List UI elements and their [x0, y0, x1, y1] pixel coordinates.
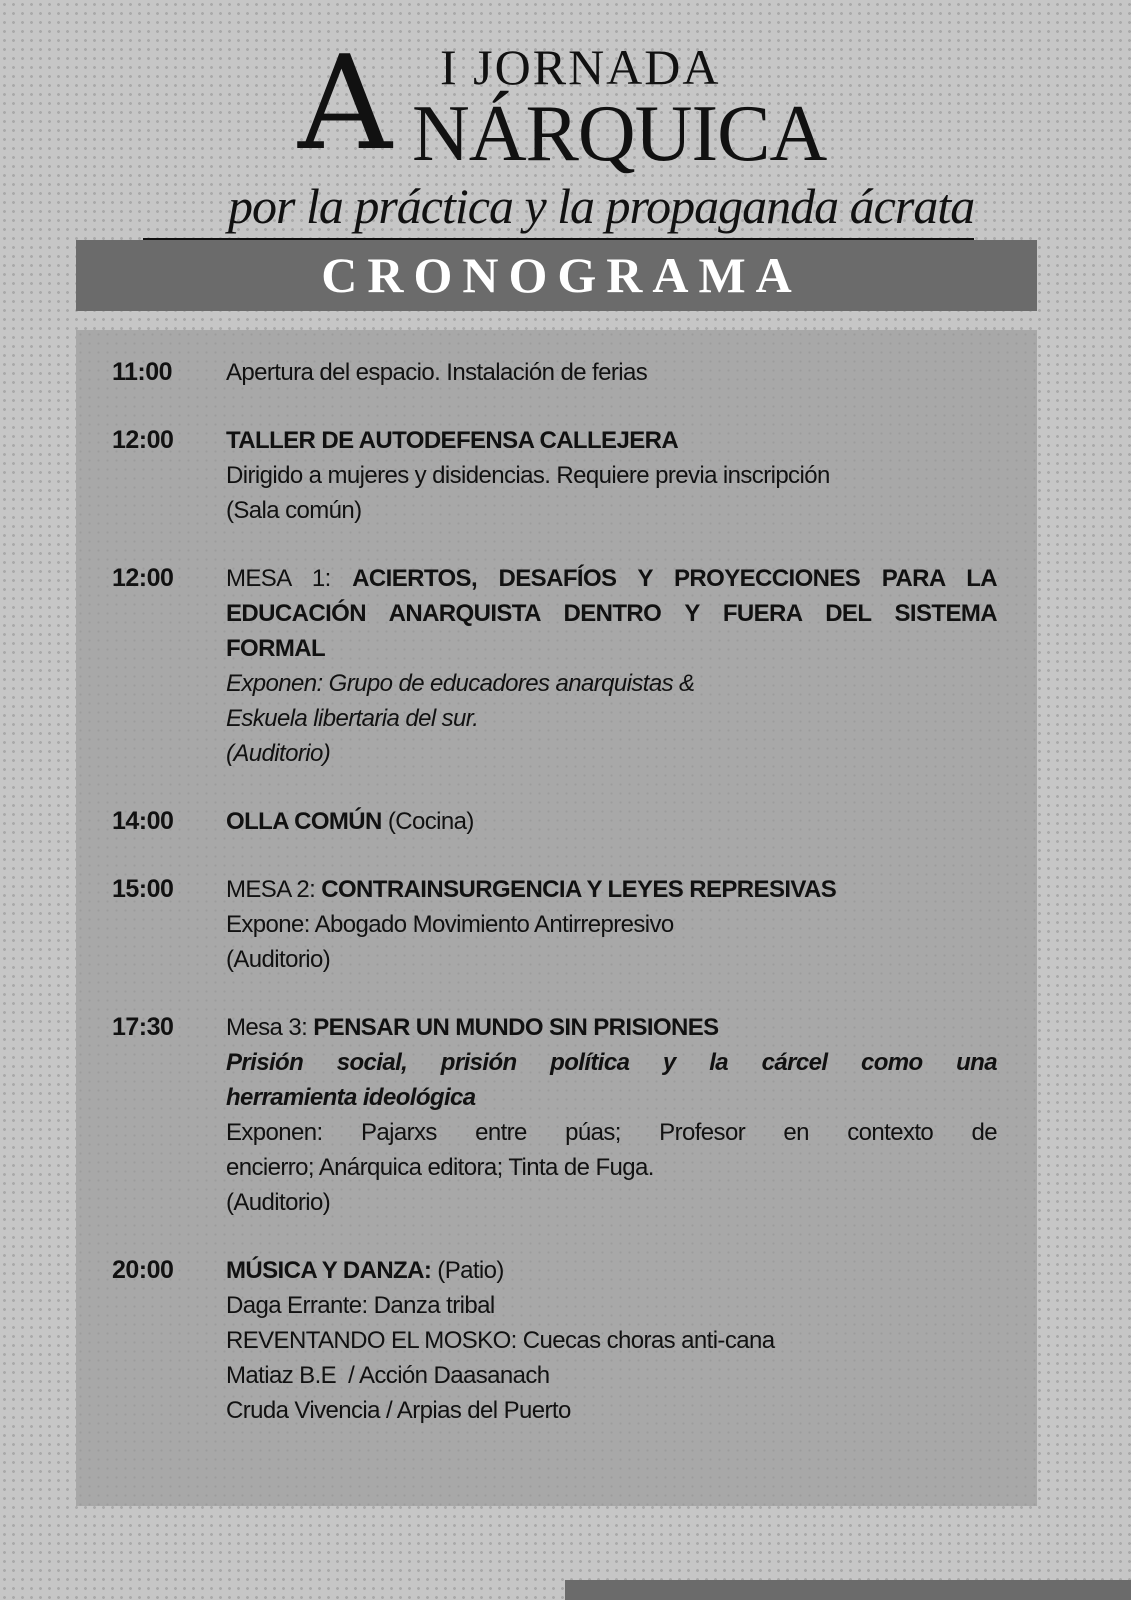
- text-segment: REVENTANDO EL MOSKO: Cuecas choras anti-cana: [226, 1327, 775, 1354]
- text-segment: Eskuela libertaria del sur.: [226, 705, 479, 732]
- title-initial-letter: A: [298, 27, 392, 179]
- description-line: [226, 942, 997, 977]
- description-line: [226, 907, 997, 942]
- entry-description: [226, 1253, 997, 1428]
- text-segment: Matiaz B.E / Acción Daasanach: [226, 1362, 550, 1389]
- footer-bar: [565, 1580, 1131, 1600]
- description-line: [226, 493, 997, 528]
- entry-description: [226, 872, 997, 977]
- description-line: [226, 561, 997, 596]
- description-line: [226, 596, 997, 631]
- description-line: [226, 355, 997, 390]
- description-line: [226, 804, 997, 839]
- schedule-entry: [112, 423, 997, 528]
- entry-time: 17:30: [112, 1013, 174, 1041]
- entry-time: 11:00: [112, 358, 173, 386]
- text-segment: Dirigido a mujeres y disidencias. Requiere previa inscripción: [226, 462, 830, 489]
- description-line: [226, 1080, 997, 1115]
- entry-time: 20:00: [112, 1256, 174, 1284]
- schedule-entry: [112, 872, 997, 977]
- text-segment: (Auditorio): [226, 740, 331, 767]
- entry-time: 12:00: [112, 426, 174, 454]
- text-segment: PENSAR UN MUNDO SIN PRISIONES: [313, 1014, 719, 1041]
- schedule-entry: [112, 561, 997, 771]
- text-segment: Exponen: Grupo de educadores anarquistas &: [226, 670, 695, 697]
- description-line: [226, 423, 997, 458]
- text-segment: MESA 2:: [226, 876, 322, 903]
- description-line: [226, 666, 997, 701]
- title-line-2: NÁRQUICA: [412, 90, 827, 178]
- text-segment: (Auditorio): [226, 946, 331, 973]
- description-line: [226, 1323, 997, 1358]
- entry-description: [226, 355, 997, 390]
- schedule-list: [112, 355, 997, 1461]
- text-segment: TALLER DE AUTODEFENSA CALLEJERA: [226, 427, 679, 454]
- text-segment: EDUCACIÓN ANARQUISTA DENTRO Y FUERA DEL SISTEMA: [226, 600, 997, 627]
- description-line: [226, 1185, 997, 1220]
- entry-time: 14:00: [112, 807, 174, 835]
- event-title: [0, 27, 1131, 240]
- entry-time: 12:00: [112, 564, 174, 592]
- entry-description: [226, 1010, 997, 1220]
- text-segment: Daga Errante: Danza tribal: [226, 1292, 495, 1319]
- description-line: [226, 1393, 997, 1428]
- schedule-entry: [112, 804, 997, 839]
- text-segment: encierro; Anárquica editora; Tinta de Fuga.: [226, 1154, 654, 1181]
- subtitle: por la práctica y la propaganda ácrata: [228, 178, 975, 234]
- description-line: [226, 1358, 997, 1393]
- text-segment: (Patio): [431, 1257, 504, 1284]
- description-line: [226, 1045, 997, 1080]
- title-line-1: I JORNADA: [440, 39, 721, 95]
- text-segment: MÚSICA Y DANZA:: [226, 1257, 432, 1284]
- text-segment: Apertura del espacio. Instalación de ferias: [226, 359, 648, 386]
- description-line: [226, 1288, 997, 1323]
- text-segment: MESA 1:: [226, 565, 353, 592]
- section-banner: [76, 240, 1037, 311]
- text-segment: Prisión social, prisión política y la cárcel como una: [226, 1049, 997, 1076]
- section-title: CRONOGRAMA: [321, 247, 802, 303]
- description-line: [226, 1253, 997, 1288]
- entry-description: [226, 804, 997, 839]
- description-line: [226, 631, 997, 666]
- entry-description: [226, 423, 997, 528]
- text-segment: (Cocina): [381, 808, 474, 835]
- schedule-entry: [112, 1253, 997, 1428]
- text-segment: FORMAL: [226, 635, 326, 662]
- text-segment: ACIERTOS, DESAFÍOS Y PROYECCIONES PARA LA: [352, 565, 997, 592]
- text-segment: (Sala común): [226, 497, 362, 524]
- description-line: [226, 1010, 997, 1045]
- description-line: [226, 458, 997, 493]
- description-line: [226, 1150, 997, 1185]
- text-segment: OLLA COMÚN: [226, 808, 382, 835]
- description-line: [226, 1115, 997, 1150]
- schedule-panel: [76, 330, 1037, 1506]
- description-line: [226, 736, 997, 771]
- text-segment: Expone: Abogado Movimiento Antirrepresivo: [226, 911, 674, 938]
- text-segment: Cruda Vivencia / Arpias del Puerto: [226, 1397, 571, 1424]
- text-segment: Mesa 3:: [226, 1014, 314, 1041]
- schedule-entry: [112, 1010, 997, 1220]
- text-segment: herramienta ideológica: [226, 1084, 476, 1111]
- description-line: [226, 872, 997, 907]
- text-segment: CONTRAINSURGENCIA Y LEYES REPRESIVAS: [321, 876, 837, 903]
- entry-time: 15:00: [112, 875, 174, 903]
- text-segment: Exponen: Pajarxs entre púas; Profesor en contexto de: [226, 1119, 997, 1146]
- text-segment: (Auditorio): [226, 1189, 331, 1216]
- entry-description: [226, 561, 997, 771]
- description-line: [226, 701, 997, 736]
- schedule-entry: [112, 355, 997, 390]
